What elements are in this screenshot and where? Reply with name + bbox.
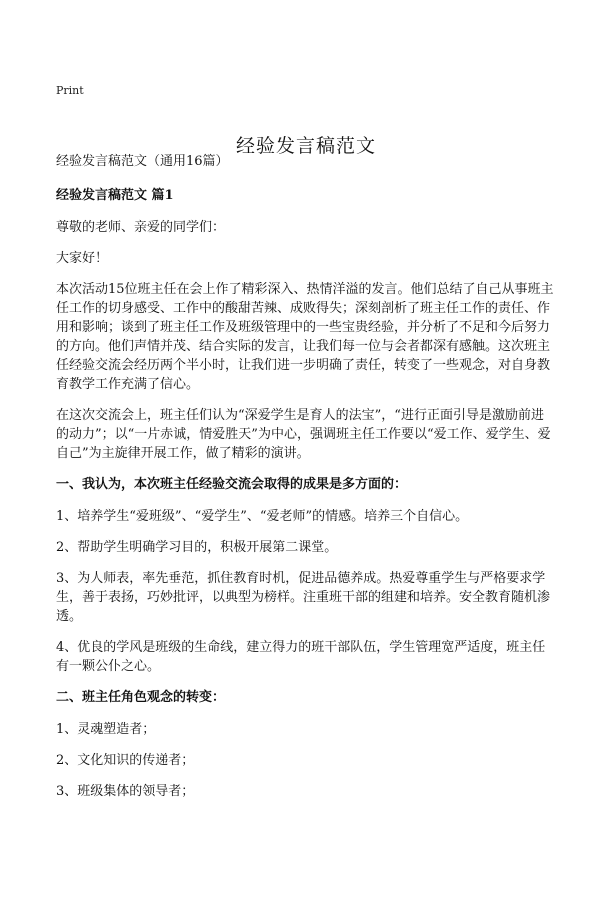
heading-2: 二、班主任角色观念的转变： — [56, 690, 226, 705]
paragraph-2: 在这次交流会上，班主任们认为“深爱学生是育人的法宝”，“进行正面引导是激励前进的动力”；以“一片赤诚，情爱胜天”为中心，强调班主任工作要以“爱工作、爱学生、爱自己”为主旋律开展工作，做了精彩的演讲。 — [56, 408, 551, 461]
print-label: Print — [56, 84, 84, 97]
list-item: 2、帮助学生明确学习目的，积极开展第二课堂。 — [56, 540, 338, 555]
section-heading: 经验发言稿范文 篇1 — [56, 188, 174, 203]
list-item: 3、班级集体的领导者； — [56, 784, 195, 799]
list-item: 1、培养学生“爱班级”、“爱学生”、“爱老师”的情感。培养三个自信心。 — [56, 509, 469, 524]
greeting: 尊敬的老师、亲爱的同学们： — [56, 220, 226, 235]
document-title: 经验发言稿范文 — [235, 134, 376, 157]
document-body — [56, 152, 556, 813]
list-item: 3、为人师表，率先垂范，抓住教育时机，促进品德养成。热爱尊重学生与严格要求学生，善于表扬，巧妙批评，以典型为榜样。注重班干部的组建和培养。安全教育随机渗透。 — [56, 571, 551, 624]
list-item: 2、文化知识的传递者； — [56, 753, 195, 768]
paragraph-1: 本次活动15位班主任在会上作了精彩深入、热情洋溢的发言。他们总结了自己从事班主任工作的切身感受、工作中的酸甜苦辣、成败得失；深刻剖析了班主任工作的责任、作用和影响；谈到了班主任工作及班级管理中的一些宝贵经验，并分析了不足和今后努力的方向。他们声情并茂、结合实际的发言，让我们每一位与会者都深有感触。这次班主任经验交流会经历两个半小时，让我们进一步明确了责任，转变了一些观念，对自身教育教学工作充满了信心。 — [56, 282, 554, 392]
list-item: 4、优良的学风是班级的生命线，建立得力的班干部队伍，学生管理宽严适度，班主任有一颗公仆之心。 — [56, 640, 546, 674]
hello: 大家好！ — [56, 251, 109, 266]
heading-1: 一、我认为，本次班主任经验交流会取得的成果是多方面的： — [56, 477, 408, 492]
list-item: 1、灵魂塑造者； — [56, 722, 156, 737]
document-subtitle: 经验发言稿范文（通用16篇） — [56, 154, 229, 169]
